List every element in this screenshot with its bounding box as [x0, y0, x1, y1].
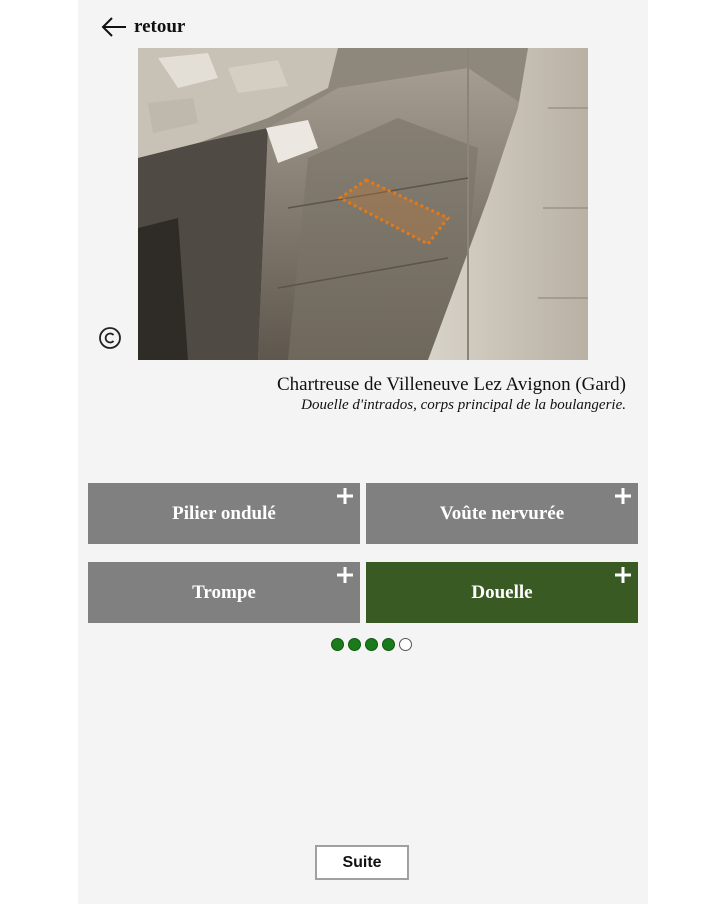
tile-label: Pilier ondulé	[172, 502, 276, 524]
tile-label: Douelle	[471, 581, 533, 603]
pagination-dot[interactable]	[399, 638, 412, 651]
pagination-dot[interactable]	[331, 638, 344, 651]
copyright-icon	[98, 326, 122, 350]
plus-icon	[614, 487, 632, 505]
tile-douelle[interactable]	[366, 562, 638, 623]
tile-pilier-ondule[interactable]	[88, 483, 360, 544]
pagination-dot[interactable]	[365, 638, 378, 651]
tile-voute-nervuree[interactable]	[366, 483, 638, 544]
arrow-left-icon	[100, 16, 128, 38]
plus-icon	[614, 566, 632, 584]
photo-stone-vault	[138, 48, 588, 360]
caption-title: Chartreuse de Villeneuve Lez Avignon (Gard)	[276, 374, 626, 395]
pagination-dots	[331, 638, 412, 651]
caption-subtitle: Douelle d'intrados, corps principal de la boulangerie.	[301, 397, 626, 413]
tile-label: Trompe	[192, 581, 256, 603]
back-link[interactable]	[100, 16, 185, 38]
plus-icon	[336, 566, 354, 584]
pagination-dot[interactable]	[348, 638, 361, 651]
tile-label: Voûte nervurée	[439, 502, 565, 524]
plus-icon	[336, 487, 354, 505]
tile-trompe[interactable]	[88, 562, 360, 623]
next-button[interactable]: Suite	[315, 845, 409, 880]
page-panel	[78, 0, 648, 904]
pagination-dot[interactable]	[382, 638, 395, 651]
figure-photo	[138, 48, 588, 360]
back-label: retour	[134, 16, 186, 37]
